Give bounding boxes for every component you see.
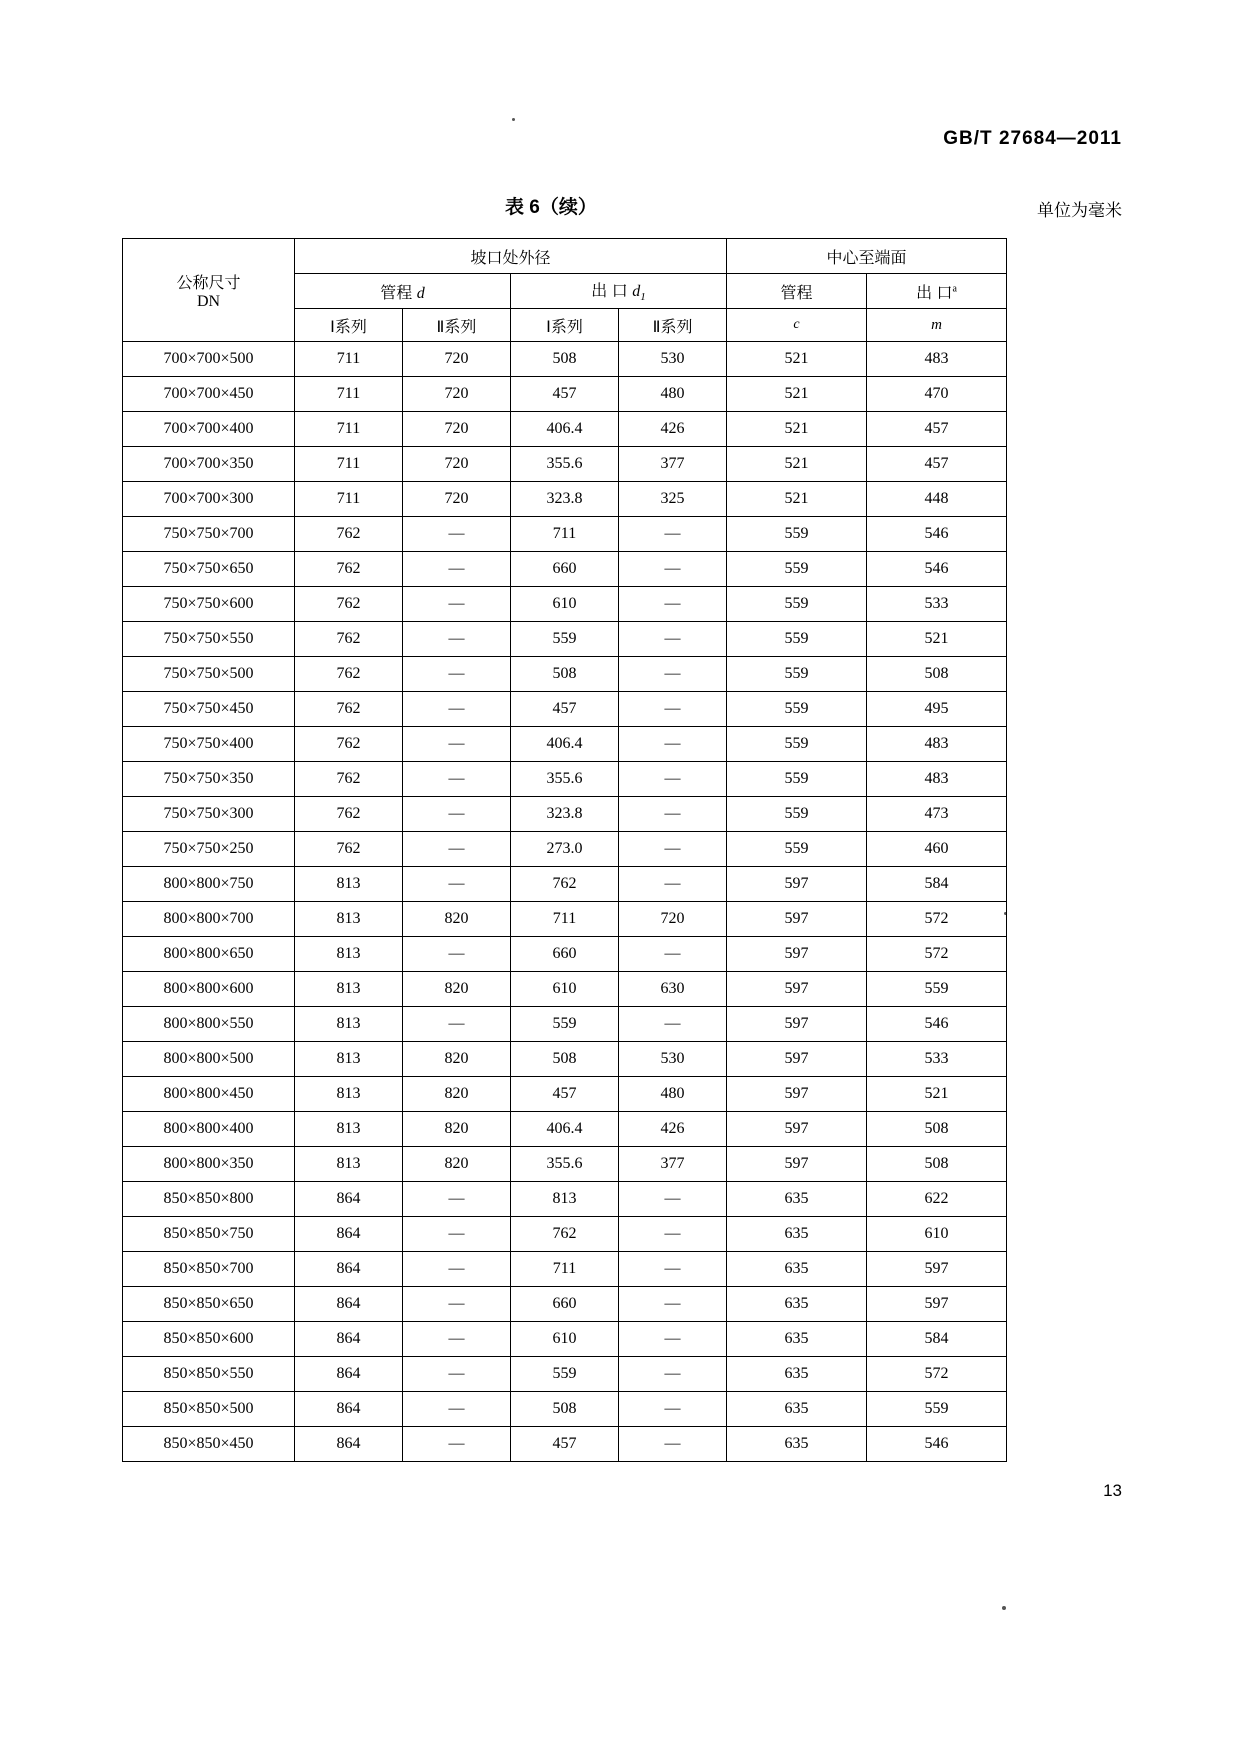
cell-tube-series2: — bbox=[403, 1007, 511, 1042]
cell-outlet-series2: — bbox=[619, 867, 727, 902]
cell-center-tube-c: 559 bbox=[727, 622, 867, 657]
cell-center-outlet-m: 584 bbox=[867, 1322, 1007, 1357]
table-caption: 表 6（续） bbox=[505, 197, 597, 218]
cell-center-tube-c: 597 bbox=[727, 1042, 867, 1077]
cell-outlet-series1: 610 bbox=[511, 972, 619, 1007]
cell-outlet-series1: 559 bbox=[511, 622, 619, 657]
header-tube-d-label: 管程 bbox=[380, 284, 417, 302]
cell-outlet-series2: — bbox=[619, 1322, 727, 1357]
cell-outlet-series1: 457 bbox=[511, 1077, 619, 1112]
cell-outlet-series2: — bbox=[619, 1392, 727, 1427]
cell-nominal-size: 850×850×800 bbox=[123, 1182, 295, 1217]
table-row bbox=[123, 1112, 1007, 1147]
cell-center-tube-c: 559 bbox=[727, 797, 867, 832]
cell-tube-series1: 813 bbox=[295, 937, 403, 972]
cell-tube-series1: 813 bbox=[295, 1077, 403, 1112]
table-row bbox=[123, 1042, 1007, 1077]
table-row bbox=[123, 727, 1007, 762]
cell-tube-series1: 762 bbox=[295, 657, 403, 692]
cell-outlet-series2: — bbox=[619, 832, 727, 867]
header-series1-tube: Ⅰ系列 bbox=[295, 309, 403, 342]
cell-outlet-series1: 559 bbox=[511, 1357, 619, 1392]
cell-tube-series2: — bbox=[403, 832, 511, 867]
cell-tube-series1: 813 bbox=[295, 1042, 403, 1077]
cell-nominal-size: 700×700×400 bbox=[123, 412, 295, 447]
cell-tube-series2: — bbox=[403, 727, 511, 762]
cell-tube-series1: 762 bbox=[295, 622, 403, 657]
cell-nominal-size: 800×800×750 bbox=[123, 867, 295, 902]
cell-tube-series2: — bbox=[403, 762, 511, 797]
cell-center-tube-c: 521 bbox=[727, 482, 867, 517]
header-outlet-m-cn bbox=[867, 274, 1007, 309]
cell-center-outlet-m: 597 bbox=[867, 1287, 1007, 1322]
cell-center-tube-c: 521 bbox=[727, 377, 867, 412]
cell-center-tube-c: 559 bbox=[727, 727, 867, 762]
cell-tube-series2: 820 bbox=[403, 902, 511, 937]
cell-tube-series1: 813 bbox=[295, 867, 403, 902]
cell-tube-series2: — bbox=[403, 1217, 511, 1252]
cell-center-tube-c: 597 bbox=[727, 902, 867, 937]
cell-center-tube-c: 597 bbox=[727, 1077, 867, 1112]
cell-nominal-size: 700×700×350 bbox=[123, 447, 295, 482]
cell-center-outlet-m: 622 bbox=[867, 1182, 1007, 1217]
cell-outlet-series2: 377 bbox=[619, 447, 727, 482]
cell-center-outlet-m: 508 bbox=[867, 1112, 1007, 1147]
cell-tube-series1: 711 bbox=[295, 412, 403, 447]
cell-tube-series1: 762 bbox=[295, 797, 403, 832]
cell-tube-series2: — bbox=[403, 1322, 511, 1357]
cell-tube-series1: 762 bbox=[295, 517, 403, 552]
cell-center-outlet-m: 572 bbox=[867, 937, 1007, 972]
cell-outlet-series2: 377 bbox=[619, 1147, 727, 1182]
cell-outlet-series1: 355.6 bbox=[511, 447, 619, 482]
cell-center-tube-c: 521 bbox=[727, 412, 867, 447]
cell-center-outlet-m: 546 bbox=[867, 552, 1007, 587]
cell-center-outlet-m: 546 bbox=[867, 1007, 1007, 1042]
cell-nominal-size: 700×700×500 bbox=[123, 342, 295, 377]
cell-center-tube-c: 635 bbox=[727, 1357, 867, 1392]
dimension-table bbox=[122, 238, 1007, 1462]
cell-center-outlet-m: 508 bbox=[867, 657, 1007, 692]
cell-center-outlet-m: 483 bbox=[867, 762, 1007, 797]
cell-tube-series1: 864 bbox=[295, 1357, 403, 1392]
cell-center-tube-c: 597 bbox=[727, 1112, 867, 1147]
cell-nominal-size: 700×700×450 bbox=[123, 377, 295, 412]
cell-center-tube-c: 559 bbox=[727, 552, 867, 587]
cell-outlet-series1: 355.6 bbox=[511, 762, 619, 797]
table-row bbox=[123, 972, 1007, 1007]
cell-center-tube-c: 635 bbox=[727, 1392, 867, 1427]
table-row bbox=[123, 587, 1007, 622]
header-nominal-size-cn: 公称尺寸 bbox=[176, 274, 241, 292]
cell-tube-series2: — bbox=[403, 1287, 511, 1322]
header-outlet-d1-label: 出 口 bbox=[591, 283, 633, 301]
cell-center-tube-c: 635 bbox=[727, 1287, 867, 1322]
header-nominal-size bbox=[123, 239, 295, 342]
cell-center-outlet-m: 546 bbox=[867, 517, 1007, 552]
cell-outlet-series2: — bbox=[619, 692, 727, 727]
cell-nominal-size: 750×750×550 bbox=[123, 622, 295, 657]
cell-outlet-series2: — bbox=[619, 1357, 727, 1392]
table-row bbox=[123, 482, 1007, 517]
cell-center-outlet-m: 483 bbox=[867, 727, 1007, 762]
cell-center-tube-c: 559 bbox=[727, 692, 867, 727]
cell-tube-series1: 762 bbox=[295, 762, 403, 797]
cell-tube-series2: — bbox=[403, 1427, 511, 1462]
cell-tube-series2: — bbox=[403, 657, 511, 692]
cell-outlet-series1: 660 bbox=[511, 937, 619, 972]
cell-center-outlet-m: 533 bbox=[867, 1042, 1007, 1077]
cell-nominal-size: 700×700×300 bbox=[123, 482, 295, 517]
cell-tube-series1: 813 bbox=[295, 1007, 403, 1042]
cell-tube-series2: 720 bbox=[403, 412, 511, 447]
cell-center-tube-c: 559 bbox=[727, 657, 867, 692]
cell-center-outlet-m: 448 bbox=[867, 482, 1007, 517]
cell-outlet-series2: — bbox=[619, 552, 727, 587]
cell-outlet-series1: 610 bbox=[511, 1322, 619, 1357]
cell-outlet-series2: — bbox=[619, 762, 727, 797]
cell-center-outlet-m: 470 bbox=[867, 377, 1007, 412]
cell-outlet-series2: 480 bbox=[619, 377, 727, 412]
header-tube-d bbox=[295, 274, 511, 309]
cell-tube-series2: — bbox=[403, 1392, 511, 1427]
cell-outlet-series1: 813 bbox=[511, 1182, 619, 1217]
cell-tube-series2: 820 bbox=[403, 1042, 511, 1077]
table-row bbox=[123, 1287, 1007, 1322]
cell-center-outlet-m: 460 bbox=[867, 832, 1007, 867]
cell-tube-series1: 864 bbox=[295, 1287, 403, 1322]
cell-outlet-series1: 508 bbox=[511, 342, 619, 377]
cell-nominal-size: 800×800×700 bbox=[123, 902, 295, 937]
cell-tube-series2: — bbox=[403, 692, 511, 727]
header-group-center-to-end: 中心至端面 bbox=[727, 239, 1007, 274]
cell-nominal-size: 800×800×500 bbox=[123, 1042, 295, 1077]
cell-center-tube-c: 597 bbox=[727, 937, 867, 972]
cell-center-tube-c: 559 bbox=[727, 587, 867, 622]
cell-tube-series2: — bbox=[403, 937, 511, 972]
cell-tube-series1: 762 bbox=[295, 587, 403, 622]
cell-outlet-series2: — bbox=[619, 727, 727, 762]
cell-nominal-size: 750×750×400 bbox=[123, 727, 295, 762]
cell-outlet-series1: 711 bbox=[511, 902, 619, 937]
cell-outlet-series1: 355.6 bbox=[511, 1147, 619, 1182]
cell-nominal-size: 750×750×250 bbox=[123, 832, 295, 867]
cell-outlet-series1: 610 bbox=[511, 587, 619, 622]
header-tube-c-cn-text: 管程 bbox=[780, 284, 813, 302]
cell-outlet-series2: — bbox=[619, 1287, 727, 1322]
table-row bbox=[123, 517, 1007, 552]
cell-outlet-series1: 406.4 bbox=[511, 412, 619, 447]
cell-tube-series1: 813 bbox=[295, 1147, 403, 1182]
cell-nominal-size: 750×750×600 bbox=[123, 587, 295, 622]
table-row bbox=[123, 552, 1007, 587]
cell-center-tube-c: 597 bbox=[727, 867, 867, 902]
cell-outlet-series2: — bbox=[619, 937, 727, 972]
cell-tube-series1: 864 bbox=[295, 1217, 403, 1252]
cell-outlet-series2: — bbox=[619, 622, 727, 657]
cell-outlet-series2: 530 bbox=[619, 342, 727, 377]
cell-outlet-series2: — bbox=[619, 517, 727, 552]
table-row bbox=[123, 412, 1007, 447]
cell-nominal-size: 800×800×350 bbox=[123, 1147, 295, 1182]
cell-center-outlet-m: 521 bbox=[867, 622, 1007, 657]
cell-outlet-series1: 508 bbox=[511, 1392, 619, 1427]
cell-tube-series1: 864 bbox=[295, 1252, 403, 1287]
cell-center-outlet-m: 572 bbox=[867, 902, 1007, 937]
cell-nominal-size: 850×850×550 bbox=[123, 1357, 295, 1392]
cell-tube-series2: — bbox=[403, 517, 511, 552]
header-series1-outlet: Ⅰ系列 bbox=[511, 309, 619, 342]
cell-tube-series2: — bbox=[403, 1357, 511, 1392]
header-nominal-size-dn: DN bbox=[196, 292, 221, 310]
header-outlet-m-footnote: a bbox=[952, 283, 957, 295]
cell-tube-series2: 820 bbox=[403, 1112, 511, 1147]
cell-center-outlet-m: 457 bbox=[867, 412, 1007, 447]
cell-outlet-series1: 660 bbox=[511, 552, 619, 587]
table-row bbox=[123, 692, 1007, 727]
cell-center-outlet-m: 610 bbox=[867, 1217, 1007, 1252]
table-row bbox=[123, 902, 1007, 937]
cell-nominal-size: 850×850×600 bbox=[123, 1322, 295, 1357]
header-tube-d-symbol: d bbox=[416, 284, 425, 302]
table-container bbox=[122, 238, 974, 1462]
cell-outlet-series2: — bbox=[619, 1217, 727, 1252]
cell-nominal-size: 800×800×450 bbox=[123, 1077, 295, 1112]
cell-outlet-series1: 323.8 bbox=[511, 482, 619, 517]
cell-center-outlet-m: 457 bbox=[867, 447, 1007, 482]
print-mark-bottom bbox=[1002, 1606, 1006, 1610]
table-row bbox=[123, 1322, 1007, 1357]
cell-center-tube-c: 635 bbox=[727, 1322, 867, 1357]
cell-outlet-series2: — bbox=[619, 1427, 727, 1462]
cell-nominal-size: 850×850×450 bbox=[123, 1427, 295, 1462]
cell-tube-series2: 720 bbox=[403, 482, 511, 517]
header-outlet-d1-subscript: 1 bbox=[640, 291, 646, 304]
cell-center-tube-c: 521 bbox=[727, 342, 867, 377]
table-row bbox=[123, 797, 1007, 832]
cell-outlet-series2: 480 bbox=[619, 1077, 727, 1112]
cell-center-outlet-m: 559 bbox=[867, 1392, 1007, 1427]
cell-outlet-series1: 711 bbox=[511, 1252, 619, 1287]
cell-tube-series2: 720 bbox=[403, 342, 511, 377]
cell-outlet-series1: 508 bbox=[511, 657, 619, 692]
cell-nominal-size: 750×750×350 bbox=[123, 762, 295, 797]
cell-nominal-size: 750×750×700 bbox=[123, 517, 295, 552]
cell-outlet-series2: — bbox=[619, 587, 727, 622]
cell-tube-series2: 820 bbox=[403, 1077, 511, 1112]
cell-outlet-series2: — bbox=[619, 1182, 727, 1217]
cell-center-tube-c: 597 bbox=[727, 1007, 867, 1042]
cell-tube-series1: 864 bbox=[295, 1322, 403, 1357]
standard-number: GB/T 27684—2011 bbox=[943, 128, 1122, 149]
table-row bbox=[123, 937, 1007, 972]
cell-nominal-size: 800×800×600 bbox=[123, 972, 295, 1007]
cell-center-outlet-m: 508 bbox=[867, 1147, 1007, 1182]
cell-tube-series2: — bbox=[403, 552, 511, 587]
cell-nominal-size: 750×750×300 bbox=[123, 797, 295, 832]
table-body bbox=[123, 342, 1007, 1462]
cell-center-tube-c: 597 bbox=[727, 1147, 867, 1182]
cell-nominal-size: 850×850×750 bbox=[123, 1217, 295, 1252]
table-row bbox=[123, 657, 1007, 692]
cell-center-tube-c: 559 bbox=[727, 832, 867, 867]
table-row bbox=[123, 342, 1007, 377]
cell-tube-series1: 813 bbox=[295, 1112, 403, 1147]
header-tube-c-cn bbox=[727, 274, 867, 309]
cell-outlet-series1: 457 bbox=[511, 692, 619, 727]
cell-center-outlet-m: 559 bbox=[867, 972, 1007, 1007]
cell-outlet-series1: 323.8 bbox=[511, 797, 619, 832]
table-row bbox=[123, 1182, 1007, 1217]
table-row bbox=[123, 1357, 1007, 1392]
cell-tube-series1: 864 bbox=[295, 1427, 403, 1462]
table-row bbox=[123, 622, 1007, 657]
cell-tube-series1: 711 bbox=[295, 482, 403, 517]
cell-center-tube-c: 521 bbox=[727, 447, 867, 482]
cell-outlet-series1: 559 bbox=[511, 1007, 619, 1042]
cell-center-tube-c: 635 bbox=[727, 1182, 867, 1217]
table-row bbox=[123, 832, 1007, 867]
cell-center-tube-c: 635 bbox=[727, 1427, 867, 1462]
cell-tube-series1: 762 bbox=[295, 727, 403, 762]
cell-tube-series2: 820 bbox=[403, 1147, 511, 1182]
cell-tube-series2: 720 bbox=[403, 447, 511, 482]
cell-nominal-size: 750×750×650 bbox=[123, 552, 295, 587]
cell-tube-series1: 864 bbox=[295, 1182, 403, 1217]
cell-nominal-size: 800×800×650 bbox=[123, 937, 295, 972]
page-number: 13 bbox=[1103, 1481, 1122, 1500]
cell-center-outlet-m: 495 bbox=[867, 692, 1007, 727]
cell-center-outlet-m: 533 bbox=[867, 587, 1007, 622]
cell-center-outlet-m: 483 bbox=[867, 342, 1007, 377]
header-group-outer-diameter: 坡口处外径 bbox=[295, 239, 727, 274]
cell-tube-series1: 813 bbox=[295, 902, 403, 937]
cell-outlet-series1: 457 bbox=[511, 377, 619, 412]
table-row bbox=[123, 1077, 1007, 1112]
cell-center-tube-c: 635 bbox=[727, 1252, 867, 1287]
cell-tube-series2: 820 bbox=[403, 972, 511, 1007]
cell-outlet-series1: 711 bbox=[511, 517, 619, 552]
print-mark-top bbox=[512, 118, 515, 121]
cell-outlet-series2: — bbox=[619, 1252, 727, 1287]
table-row bbox=[123, 762, 1007, 797]
cell-nominal-size: 750×750×450 bbox=[123, 692, 295, 727]
cell-center-tube-c: 559 bbox=[727, 517, 867, 552]
cell-tube-series2: — bbox=[403, 1182, 511, 1217]
cell-nominal-size: 850×850×700 bbox=[123, 1252, 295, 1287]
cell-center-outlet-m: 521 bbox=[867, 1077, 1007, 1112]
cell-tube-series1: 711 bbox=[295, 377, 403, 412]
cell-tube-series2: — bbox=[403, 587, 511, 622]
cell-tube-series1: 762 bbox=[295, 832, 403, 867]
cell-outlet-series2: 720 bbox=[619, 902, 727, 937]
cell-outlet-series2: — bbox=[619, 797, 727, 832]
cell-nominal-size: 850×850×650 bbox=[123, 1287, 295, 1322]
table-row bbox=[123, 377, 1007, 412]
unit-note: 单位为毫米 bbox=[1037, 201, 1122, 220]
cell-outlet-series1: 508 bbox=[511, 1042, 619, 1077]
cell-center-outlet-m: 597 bbox=[867, 1252, 1007, 1287]
cell-nominal-size: 800×800×550 bbox=[123, 1007, 295, 1042]
table-row bbox=[123, 1147, 1007, 1182]
cell-center-outlet-m: 473 bbox=[867, 797, 1007, 832]
cell-center-outlet-m: 584 bbox=[867, 867, 1007, 902]
cell-center-outlet-m: 572 bbox=[867, 1357, 1007, 1392]
cell-center-outlet-m: 546 bbox=[867, 1427, 1007, 1462]
header-series2-outlet: Ⅱ系列 bbox=[619, 309, 727, 342]
cell-outlet-series2: 530 bbox=[619, 1042, 727, 1077]
cell-outlet-series2: 426 bbox=[619, 412, 727, 447]
cell-outlet-series1: 762 bbox=[511, 1217, 619, 1252]
cell-tube-series1: 711 bbox=[295, 342, 403, 377]
table-row bbox=[123, 447, 1007, 482]
header-outlet-m-cn-text: 出 口 bbox=[916, 284, 953, 302]
cell-outlet-series2: 325 bbox=[619, 482, 727, 517]
header-outlet-d1 bbox=[511, 274, 727, 309]
cell-tube-series1: 711 bbox=[295, 447, 403, 482]
cell-center-tube-c: 597 bbox=[727, 972, 867, 1007]
cell-outlet-series2: 630 bbox=[619, 972, 727, 1007]
cell-tube-series1: 813 bbox=[295, 972, 403, 1007]
table-row bbox=[123, 1392, 1007, 1427]
cell-tube-series1: 762 bbox=[295, 692, 403, 727]
header-series2-tube: Ⅱ系列 bbox=[403, 309, 511, 342]
cell-outlet-series1: 273.0 bbox=[511, 832, 619, 867]
table-row bbox=[123, 1217, 1007, 1252]
cell-tube-series2: — bbox=[403, 867, 511, 902]
cell-tube-series2: 720 bbox=[403, 377, 511, 412]
cell-outlet-series1: 660 bbox=[511, 1287, 619, 1322]
cell-outlet-series2: 426 bbox=[619, 1112, 727, 1147]
cell-tube-series2: — bbox=[403, 622, 511, 657]
cell-outlet-series2: — bbox=[619, 1007, 727, 1042]
cell-outlet-series1: 457 bbox=[511, 1427, 619, 1462]
cell-center-tube-c: 635 bbox=[727, 1217, 867, 1252]
cell-nominal-size: 850×850×500 bbox=[123, 1392, 295, 1427]
table-row bbox=[123, 1007, 1007, 1042]
header-outlet-m-symbol: m bbox=[867, 309, 1007, 342]
cell-outlet-series1: 406.4 bbox=[511, 1112, 619, 1147]
header-tube-c-symbol: c bbox=[727, 309, 867, 342]
cell-outlet-series1: 762 bbox=[511, 867, 619, 902]
cell-tube-series1: 864 bbox=[295, 1392, 403, 1427]
table-row bbox=[123, 867, 1007, 902]
cell-nominal-size: 750×750×500 bbox=[123, 657, 295, 692]
cell-nominal-size: 800×800×400 bbox=[123, 1112, 295, 1147]
cell-outlet-series1: 406.4 bbox=[511, 727, 619, 762]
cell-tube-series2: — bbox=[403, 1252, 511, 1287]
cell-tube-series2: — bbox=[403, 797, 511, 832]
cell-tube-series1: 762 bbox=[295, 552, 403, 587]
table-row bbox=[123, 1252, 1007, 1287]
header-outlet-d1-symbol: d bbox=[632, 283, 641, 301]
cell-outlet-series2: — bbox=[619, 657, 727, 692]
cell-center-tube-c: 559 bbox=[727, 762, 867, 797]
table-row bbox=[123, 1427, 1007, 1462]
